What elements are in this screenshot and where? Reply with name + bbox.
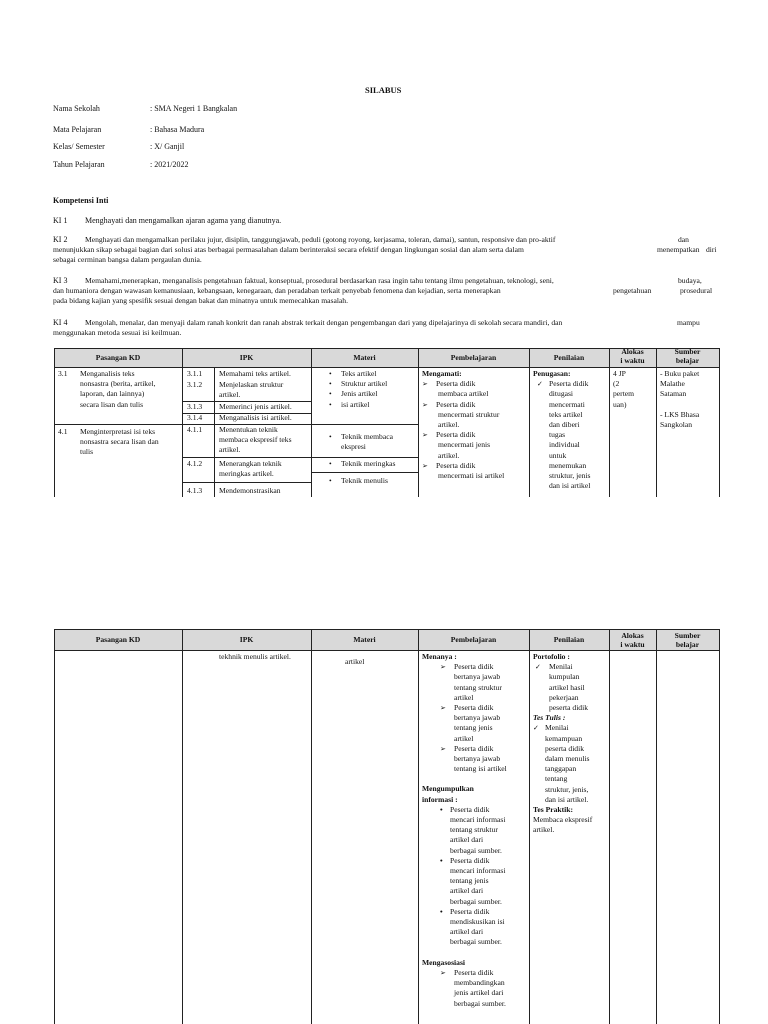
list-item: ➢ Peserta didik mencermati struktur artikel.	[422, 400, 528, 431]
col-header-pembelajaran: Pembelajaran	[418, 348, 529, 367]
ipk-row: 3.1.1 Memahami teks artikel.	[187, 369, 291, 378]
list-item: ➢ Peserta didik membaca artikel	[422, 379, 528, 399]
list-item: ✓ Peserta didik ditugasi mencermati teks artikel dan diberi tugas individual untuk menemukan struktur, jenis dan isi artikel	[537, 379, 608, 491]
col-header-kd: Pasangan KD	[54, 348, 182, 367]
col-header-pembelajaran: Pembelajaran	[418, 629, 529, 650]
list-item: ✓ Menilai kumpulan artikel hasil pekerjaan peserta didik	[535, 662, 608, 713]
col-header-sumber: Sumber belajar	[656, 629, 719, 650]
identity-row: Tahun Pelajaran : 2021/2022	[53, 160, 189, 169]
ipk-row: 4.1.3 Mendemonstrasikan	[187, 486, 281, 495]
document-title: SILABUS	[365, 85, 402, 95]
col-header-kd: Pasangan KD	[54, 629, 182, 650]
col-header-ipk: IPK	[182, 348, 311, 367]
ki-3: KI 3 Memahami,menerapkan, menganalisis pengetahuan faktual, konseptual, prosedural berdasarkan rasa ingin tahu tentang ilmu pengetahuan, teknologi, seni, budaya, dan humaniora dengan wawasan kemanusiaan, kebangsaan, kenegaraan, dan peradaban terkait penyebab fenomena dan kejadian, serta menerapkan pengetahuan prosedural pada bidang kajian yang spesifik sesuai dengan bakat dan minatnya untuk memecahkan masalah.	[53, 276, 713, 305]
col-header-alokasi: Alokas i waktu	[609, 348, 656, 367]
col-header-alokasi: Alokas i waktu	[609, 629, 656, 650]
penilaian-cell: Penugasan: ✓ Peserta didik ditugasi mencermati teks artikel dan diberi tugas individual untuk menemukan struktur, jenis dan isi artikel	[533, 369, 608, 491]
alokasi-cell: 4 JP (2 pertem uan)	[613, 369, 635, 409]
kd-3-1: 3.1 Menganalisis teks nonsastra (berita, artikel, laporan, dan lainnya) secara lisan dan tulis	[58, 369, 156, 409]
col-header-materi: Materi	[311, 348, 418, 367]
list-item: ➢ Peserta didik bertanya jawab tentang jenis artikel	[440, 703, 528, 744]
ipk-row: 4.1.2 Menerangkan teknik meringkas artikel.	[187, 459, 282, 479]
kd-4-1: 4.1 Menginterpretasi isi teks nonsastra secara lisan dan tulis	[58, 427, 159, 457]
col-header-penilaian: Penilaian	[529, 629, 609, 650]
identity-row: Mata Pelajaran : Bahasa Madura	[53, 125, 205, 134]
materi-item: • Teknik meringkas	[329, 459, 417, 469]
materi-list: • Teknik membaca ekspresi	[329, 432, 417, 452]
col-header-ipk: IPK	[182, 629, 311, 650]
list-item: ✓ Menilai kemampuan peserta didik dalam menulis tanggapan tentang struktur, jenis, dan isi artikel.	[533, 723, 608, 805]
sumber-cell: - Buku paket Malathe Sataman - LKS Bhasa Sangkolan	[660, 369, 700, 429]
ipk-row: 4.1.1 Menentukan teknik membaca ekspresif teks artikel.	[187, 425, 292, 455]
ipk-cell: tekhnik menulis artikel.	[219, 652, 291, 661]
ipk-row: 3.1.2 Menjelaskan struktur artikel.	[187, 380, 284, 400]
list-item: ➢ Peserta didik bertanya jawab tentang isi artikel	[440, 744, 528, 775]
materi-list: • Teks artikel • Struktur artikel • Jenis artikel • isi artikel	[329, 369, 417, 410]
penilaian-cell: Portofolio : ✓ Menilai kumpulan artikel hasil pekerjaan peserta didik Tes Tulis : ✓ Menilai kemampuan peserta didik dalam menulis tanggapan tentang struktur, jenis, dan isi artikel. Tes Praktik: Membaca ekspresif artikel.	[533, 652, 608, 836]
col-header-penilaian: Penilaian	[529, 348, 609, 367]
list-item: ➢ Peserta didik membandingkan jenis artikel dari berbagai sumber.	[440, 968, 528, 1009]
materi-cell: artikel	[345, 657, 365, 666]
list-item: ➢ Peserta didik mencermati jenis artikel.	[422, 430, 528, 461]
ipk-row: 3.1.4 Menganalisis isi artikel.	[187, 413, 292, 422]
ki-4: KI 4 Mengolah, menalar, dan menyaji dalam ranah konkrit dan ranah abstrak terkait dengan pengembangan dari yang dipelajarinya di sekolah secara mandiri, dan mampu menggunakan metoda sesuai isi keilmuan.	[53, 318, 700, 337]
pembelajaran-cell: Mengamati: ➢ Peserta didik membaca artikel ➢ Peserta didik mencermati struktur artikel. ➢ Peserta didik mencermati jenis artikel. ➢ Peserta didik mencermati isi artikel	[422, 369, 528, 481]
list-item: • Peserta didik mencari informasi tentang jenis artikel dari berbagai sumber.	[436, 856, 528, 907]
list-item: • Peserta didik mencari informasi tentang struktur artikel dari berbagai sumber.	[436, 805, 528, 856]
list-item: • Peserta didik mendiskusikan isi artikel dari berbagai sumber.	[436, 907, 528, 948]
ki-1: KI 1 Menghayati dan mengamalkan ajaran agama yang dianutnya.	[53, 216, 282, 225]
list-item: ➢ Peserta didik mencermati isi artikel	[422, 461, 528, 481]
col-header-materi: Materi	[311, 629, 418, 650]
list-item: ➢ Peserta didik bertanya jawab tentang struktur artikel	[440, 662, 528, 703]
ipk-row: 3.1.3 Memerinci jenis artikel.	[187, 402, 292, 411]
ki-2: KI 2 Menghayati dan mengamalkan perilaku jujur, disiplin, tanggungjawab, peduli (gotong royong, kerjasama, toleran, damai), santun, responsive dan pro-aktif dan menunjukkan sikap sebagai bagian dari solusi atas berbagai permasalahan dalam berinteraksi secara efektif dengan lingkungan sosial dan alam serta dalam menempatkan diri sebagai cerminan bangsa dalam pergaulan dunia.	[53, 235, 717, 264]
identity-row: Nama Sekolah : SMA Negeri 1 Bangkalan	[53, 104, 238, 113]
materi-item: • Teknik menulis	[329, 476, 417, 486]
identity-row: Kelas/ Semester : X/ Ganjil	[53, 142, 185, 151]
ki-heading: Kompetensi Inti	[53, 196, 109, 205]
pembelajaran-cell: Menanya : ➢ Peserta didik bertanya jawab tentang struktur artikel ➢ Peserta didik bertanya jawab tentang jenis artikel ➢ Peserta didik bertanya jawab tentang isi artikel Mengumpulkan informasi : • Peserta didik mencari informasi tentang struktur artikel dari berbagai sumber. • Peserta didik mencari informasi tentang jenis artikel dari berbagai sumber. • Peserta didik mendiskusikan isi artikel dari berbagai sumber. Mengasosiasi ➢ Peserta didik membandingkan jenis artikel dari berbagai sumber.	[422, 652, 528, 1009]
col-header-sumber: Sumber belajar	[656, 348, 719, 367]
